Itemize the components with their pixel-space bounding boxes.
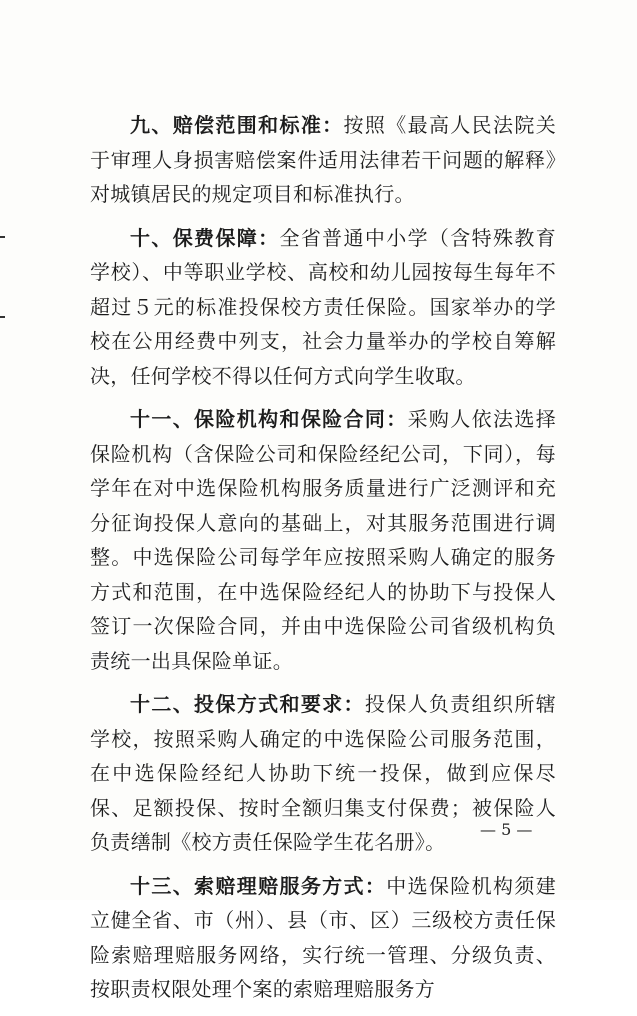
clause-text: 投保人负责组织所辖学校，按照采购人确定的中选保险公司服务范围，在中选保险经纪人协助下统一投保，做到应保尽保、足额投保、按时全额归集支付保费；被保险人负责缮制《校方责任保险学生花名册》。 bbox=[90, 692, 556, 854]
clause-heading: 十一、保险机构和保险合同： bbox=[130, 407, 408, 431]
clause-text: 按照《最高人民法院关于审理人身损害赔偿案件适用法律若干问题的解释》对城镇居民的规定项目和标准执行。 bbox=[90, 113, 557, 206]
clause-heading: 十三、索赔理赔服务方式： bbox=[130, 873, 387, 898]
clause-heading: 十、保费保障： bbox=[130, 225, 280, 250]
page-number: — 5 — bbox=[480, 820, 533, 839]
clause-9 bbox=[90, 108, 556, 212]
document-body bbox=[90, 108, 556, 1016]
binding-mark bbox=[0, 236, 5, 238]
clause-text: 采购人依法选择保险机构（含保险公司和保险经纪公司，下同），每学年在对中选保险机构服务质量进行广泛测评和充分征询投保人意向的基础上，对其服务范围进行调整。中选保险公司每学年应按照采购人确定的服务方式和范围，在中选保险经纪人的协助下与投保人签订一次保险合同，并由中选保险公司省级机构负责统一出具保险单证。 bbox=[90, 407, 556, 673]
clause-13 bbox=[90, 869, 556, 1007]
clause-10 bbox=[90, 221, 556, 394]
clause-text: 中选保险机构须建立健全省、市（州）、县（市、区）三级校方责任保险索赔理赔服务网络，实行统一管理、分级负责、按职责权限处理个案的索赔理赔服务方 bbox=[90, 873, 556, 1001]
clause-heading: 十二、投保方式和要求： bbox=[130, 692, 365, 716]
clause-heading: 九、赔偿范围和标准： bbox=[130, 113, 344, 137]
clause-text: 全省普通中小学（含特殊教育学校）、中等职业学校、高校和幼儿园按每生每年不超过５元的标准投保校方责任保险。国家举办的学校在公用经费中列支，社会力量举办的学校自筹解决，任何学校不得以任何方式向学生收取。 bbox=[90, 225, 556, 388]
binding-mark bbox=[0, 316, 5, 318]
clause-11 bbox=[90, 402, 556, 678]
